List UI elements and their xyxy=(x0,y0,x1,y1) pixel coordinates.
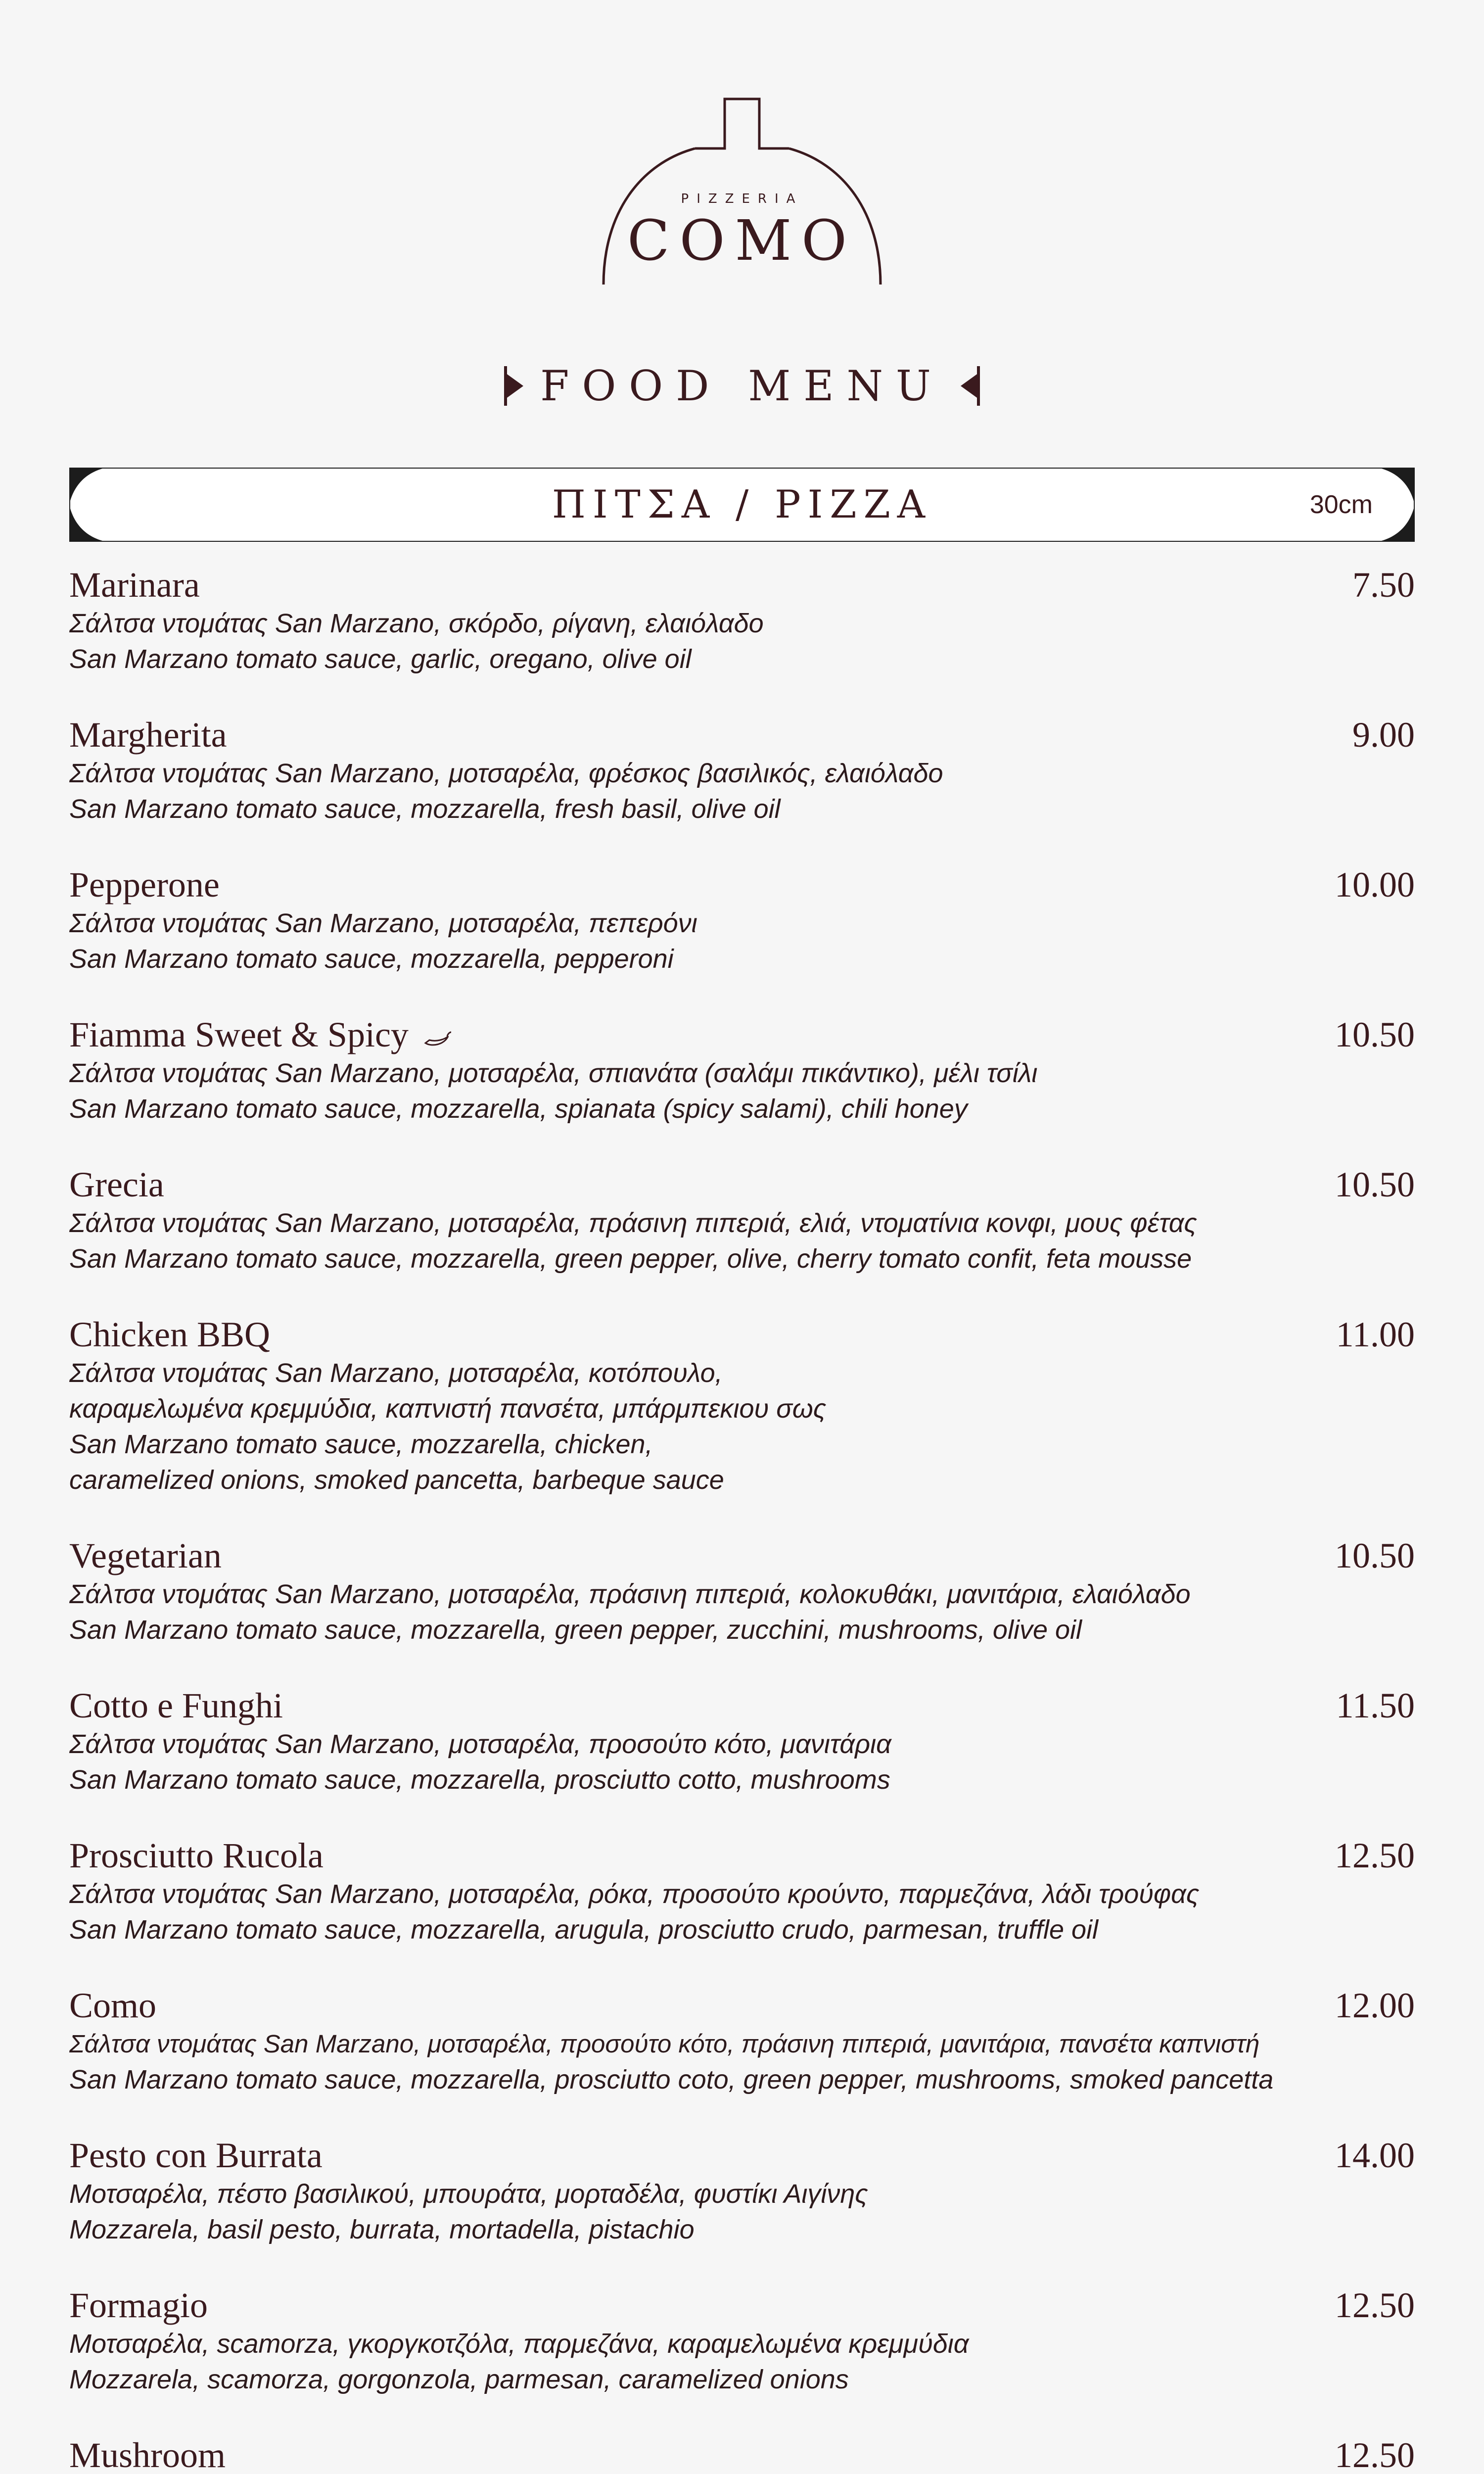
item-desc-greek: Σάλτσα ντομάτας San Marzano, μοτσαρέλα, κοτόπουλο, xyxy=(69,1358,723,1388)
item-desc-english: San Marzano tomato sauce, mozzarella, pepperoni xyxy=(69,944,674,974)
item-name: Pepperone xyxy=(69,865,220,904)
item-name: Chicken BBQ xyxy=(69,1315,270,1354)
item-desc-english: San Marzano tomato sauce, mozzarella, green pepper, olive, cherry tomato confit, feta mousse xyxy=(69,1244,1192,1274)
item-price: 7.50 xyxy=(1352,565,1415,605)
item-name: Como xyxy=(69,1986,157,2025)
menu-title: FOOD MENU xyxy=(540,362,944,410)
menu-item xyxy=(69,2434,1415,2474)
logo-subtitle: PIZZERIA xyxy=(681,191,803,206)
pizza-section-title: ΠΙΤΣΑ / PIZZA xyxy=(552,482,932,527)
item-desc-english: San Marzano tomato sauce, mozzarella, green pepper, zucchini, mushrooms, olive oil xyxy=(69,1615,1082,1645)
item-desc-greek: Σάλτσα ντομάτας San Marzano, μοτσαρέλα, προσούτο κότο, μανιτάρια xyxy=(69,1729,891,1759)
item-name: Grecia xyxy=(69,1165,164,1204)
item-name: Marinara xyxy=(69,565,200,605)
logo-brand: COMO xyxy=(627,209,857,273)
item-desc-english: San Marzano tomato sauce, garlic, oregano, olive oil xyxy=(69,644,692,674)
item-name: Vegetarian xyxy=(69,1536,222,1575)
item-price: 12.50 xyxy=(1335,1836,1415,1875)
item-desc-greek: Μοτσαρέλα, scamorza, γκοργκοτζόλα, παρμεζάνα, καραμελωμένα κρεμμύδια xyxy=(69,2329,969,2359)
item-desc-greek: Σάλτσα ντομάτας San Marzano, μοτσαρέλα, ρόκα, προσούτο κρούντο, παρμεζάνα, λάδι τρούφας xyxy=(69,1879,1200,1909)
item-name: Mushroom xyxy=(69,2435,226,2474)
item-desc-english: San Marzano tomato sauce, mozzarella, arugula, prosciutto crudo, parmesan, truffle oil xyxy=(69,1915,1099,1945)
item-name: Pesto con Burrata xyxy=(69,2136,323,2175)
menu-item xyxy=(69,1685,1415,1798)
item-desc-greek: Σάλτσα ντομάτας San Marzano, μοτσαρέλα, πεπερόνι xyxy=(69,908,697,938)
item-desc-english: San Marzano tomato sauce, mozzarella, chicken, xyxy=(69,1429,653,1459)
item-price: 14.00 xyxy=(1335,2136,1415,2175)
item-price: 9.00 xyxy=(1352,715,1415,755)
menu-item xyxy=(69,2135,1415,2247)
item-price: 12.00 xyxy=(1335,1986,1415,2025)
item-name: Margherita xyxy=(69,715,227,755)
pizza-section-header xyxy=(69,468,1415,542)
item-desc-english: San Marzano tomato sauce, mozzarella, spianata (spicy salami), chili honey xyxy=(69,1094,968,1124)
left-ornament-icon xyxy=(502,366,525,406)
item-desc-english: Mozzarela, basil pesto, burrata, mortadella, pistachio xyxy=(69,2215,695,2244)
item-desc-english: Mozzarela, scamorza, gorgonzola, parmesan, caramelized onions xyxy=(69,2365,849,2394)
menu-item xyxy=(69,2284,1415,2397)
item-desc-greek: Σάλτσα ντομάτας San Marzano, μοτσαρέλα, φρέσκος βασιλικός, ελαιόλαδο xyxy=(69,759,943,788)
item-desc-greek: Σάλτσα ντομάτας San Marzano, μοτσαρέλα, προσούτο κότο, πράσινη πιπεριά, μανιτάρια, πανσέτα καπνιστή xyxy=(69,2030,1260,2058)
menu-item xyxy=(69,1314,1415,1498)
item-name: Formagio xyxy=(69,2285,208,2325)
menu-item xyxy=(69,1985,1415,2097)
item-desc-greek: Σάλτσα ντομάτας San Marzano, σκόρδο, ρίγανη, ελαιόλαδο xyxy=(69,609,764,638)
menu-title-row xyxy=(0,356,1484,416)
como-logo xyxy=(594,89,890,297)
menu-item xyxy=(69,864,1415,977)
item-name: Prosciutto Rucola xyxy=(69,1836,324,1875)
item-price: 11.50 xyxy=(1336,1686,1415,1725)
menu-item xyxy=(69,714,1415,827)
item-desc-greek: Σάλτσα ντομάτας San Marzano, μοτσαρέλα, σπιανάτα (σαλάμι πικάντικο), μέλι τσίλι xyxy=(69,1058,1038,1088)
item-desc-greek: Σάλτσα ντομάτας San Marzano, μοτσαρέλα, πράσινη πιπεριά, ελιά, ντοματίνια κονφι, μους φέτας xyxy=(69,1208,1197,1238)
item-name: Cotto e Funghi xyxy=(69,1686,283,1725)
pizza-size-note: 30cm xyxy=(1309,490,1373,519)
menu-item xyxy=(69,1164,1415,1277)
menu-item xyxy=(69,1835,1415,1948)
menu-item xyxy=(69,1014,1415,1127)
item-price: 10.50 xyxy=(1335,1165,1415,1204)
chili-pepper-icon xyxy=(422,1028,452,1048)
item-desc-english: San Marzano tomato sauce, mozzarella, prosciutto cotto, mushrooms xyxy=(69,1765,890,1795)
item-desc-english: San Marzano tomato sauce, mozzarella, prosciutto coto, green pepper, mushrooms, smoked pancetta xyxy=(69,2065,1274,2094)
item-price: 10.50 xyxy=(1335,1015,1415,1054)
item-desc-greek: Σάλτσα ντομάτας San Marzano, μοτσαρέλα, πράσινη πιπεριά, κολοκυθάκι, μανιτάρια, ελαιόλαδο xyxy=(69,1579,1191,1609)
item-desc-greek: Μοτσαρέλα, πέστο βασιλικού, μπουράτα, μορταδέλα, φυστίκι Αιγίνης xyxy=(69,2179,868,2209)
item-desc-english: caramelized onions, smoked pancetta, barbeque sauce xyxy=(69,1465,724,1495)
item-price: 11.00 xyxy=(1336,1315,1415,1354)
item-name: Fiamma Sweet & Spicy xyxy=(69,1015,409,1054)
item-price: 10.50 xyxy=(1335,1536,1415,1575)
item-price: 12.50 xyxy=(1335,2285,1415,2325)
item-price: 10.00 xyxy=(1335,865,1415,904)
item-desc-english: San Marzano tomato sauce, mozzarella, fresh basil, olive oil xyxy=(69,794,781,824)
menu-item xyxy=(69,564,1415,677)
item-price: 12.50 xyxy=(1335,2435,1415,2474)
menu-item xyxy=(69,1535,1415,1648)
right-ornament-icon xyxy=(959,366,982,406)
item-desc-greek: καραμελωμένα κρεμμύδια, καπνιστή πανσέτα, μπάρμπεκιου σως xyxy=(69,1394,827,1424)
